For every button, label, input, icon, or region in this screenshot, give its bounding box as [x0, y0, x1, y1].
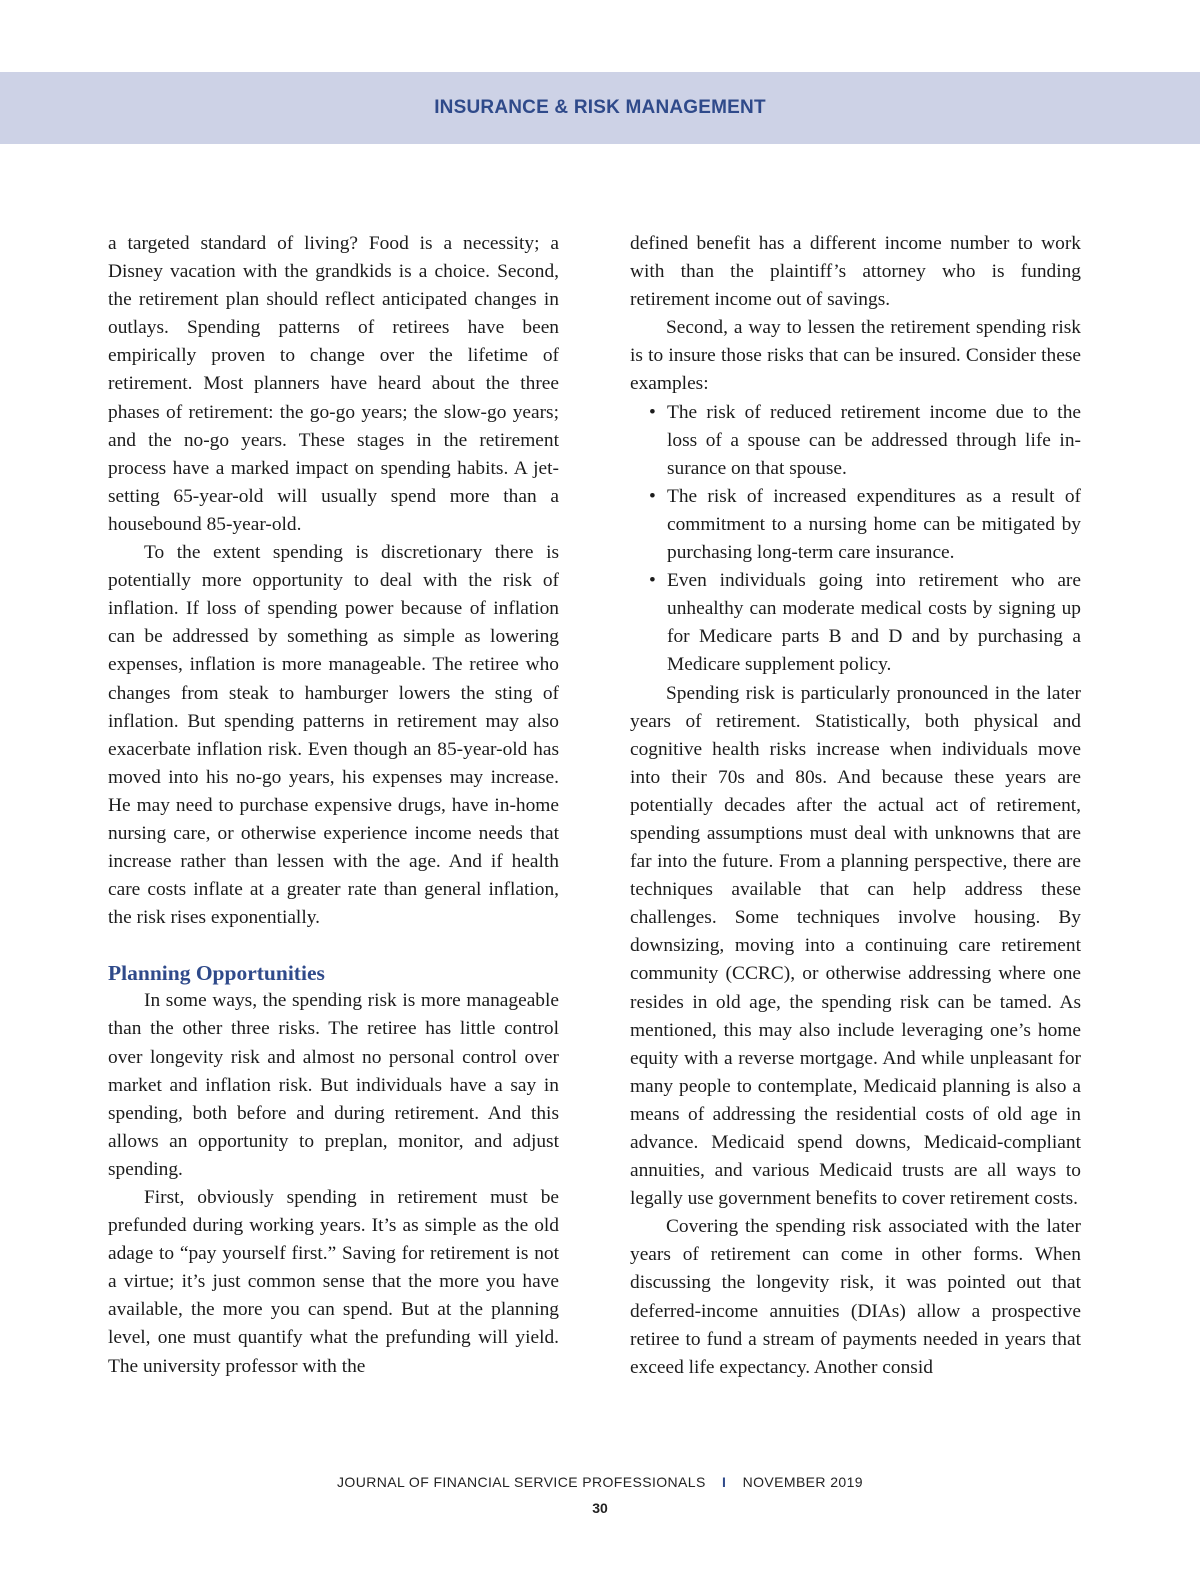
paragraph: Second, a way to lessen the retirement spending risk is to insure those risks that can be insured. Consider these examples: [630, 317, 1081, 395]
paragraph: First, obviously spending in retirement must be prefunded during working years. It’s as simple as the old adage to “pay yourself first.” Saving for retirement is not a virtue; it’s just common sense that the more you have available, the more you can spend. But at the planning level, one must quantify what the prefunding will yield. The university professor with the [108, 1187, 559, 1377]
paragraph: Spending risk is particularly pronounced in the later years of retirement. Statistically, both physical and cognitive health risks increase when individuals move into their 70s and 80s. And because these years are potentially decades after the actual act of retirement, spending assumptions must deal with unknowns that are far into the future. From a planning perspective, there are techniques available that can help address these challenges. Some techniques involve housing. By downsizing, moving into a continuing care retirement community (CCRC), or otherwise addressing where one resides in old age, the spending risk can be tamed. As mentioned, this may also include leveraging one’s home equity with a reverse mortgage. And while unpleasant for many people to contemplate, Medicaid planning is also a means of addressing the residential costs of old age in advance. Medicaid spend downs, Medicaid-compliant annuities, and various Medicaid trusts are all ways to legally use government benefits to cover retirement costs. [630, 682, 1081, 1210]
issue-date: NOVEMBER 2019 [742, 1474, 863, 1490]
paragraph: defined benefit has a different income number to work with than the plaintiff’s attorney who is funding retirement income out of savings. [630, 233, 1081, 311]
list-item [630, 483, 1081, 567]
bullet-list [630, 399, 1081, 680]
section-heading: Planning Opportunities [108, 961, 325, 986]
paragraph: In some ways, the spending risk is more manageable than the other three risks. The retiree has little control over longevity risk and almost no personal control over market and inflation risk. But individuals have a say in spending, both before and during retirement. And this allows an opportunity to preplan, monitor, and adjust spending. [108, 990, 559, 1180]
list-item-text: The risk of increased expenditures as a result of commitment to a nursing home can be mitigated by purchasing long-term care insurance. [667, 485, 1081, 564]
bullet-icon: • [649, 485, 656, 507]
page-number: 30 [592, 1500, 608, 1516]
list-item-text: Even individuals going into retirement who are unhealthy can moderate medical costs by signing up for Medicare parts B and D and by purchasing a Medicare supplement policy. [667, 570, 1081, 676]
section-banner [0, 72, 1200, 144]
paragraph: Covering the spending risk associated with the later years of retirement can come in other forms. When discussing the longevity risk, it was pointed out that deferred-income annuities (DIAs) allow a prospective retiree to fund a stream of payments needed in years that exceed life expectancy. Another consid [630, 1216, 1081, 1378]
section-title: INSURANCE & RISK MANAGEMENT [434, 97, 766, 118]
left-column [108, 230, 559, 1381]
bullet-icon: • [649, 570, 656, 592]
bullet-icon: • [649, 401, 656, 423]
right-column [630, 230, 1081, 1382]
footer-separator: I [722, 1474, 727, 1490]
list-item-text: The risk of reduced retirement income due to the loss of a spouse can be addressed through life insurance on that spouse. [667, 401, 1081, 479]
page-footer [0, 1474, 1200, 1490]
list-item [630, 399, 1081, 483]
paragraph: a targeted standard of living? Food is a necessity; a Disney vacation with the grandkids is a choice. Second, the retirement plan should reflect anticipated changes in outlays. Spending patterns of retirees have been empirically proven to change over the lifetime of retirement. Most planners have heard about the three phases of retirement: the go-go years; the slow-go years; and the no-go years. These stages in the retirement process have a marked impact on spending habits. A jet-setting 65-year-old will usually spend more than a housebound 85-year-old. [108, 233, 559, 535]
journal-name: JOURNAL OF FINANCIAL SERVICE PROFESSIONALS [337, 1474, 706, 1490]
list-item [630, 567, 1081, 679]
paragraph: To the extent spending is discretionary there is potentially more opportunity to deal with the risk of inflation. If loss of spending power because of inflation can be addressed by something as simple as lowering expenses, inflation is more manageable. The retiree who changes from steak to hamburger lowers the sting of inflation. But spending patterns in retirement may also exacerbate inflation risk. Even though an 85-year-old has moved into his no-go years, his expenses may increase. He may need to purchase expensive drugs, have in-home nursing care, or otherwise experience income needs that increase rather than lessen with the age. And if health care costs inflate at a greater rate than general inflation, the risk rises exponentially. [108, 542, 559, 929]
